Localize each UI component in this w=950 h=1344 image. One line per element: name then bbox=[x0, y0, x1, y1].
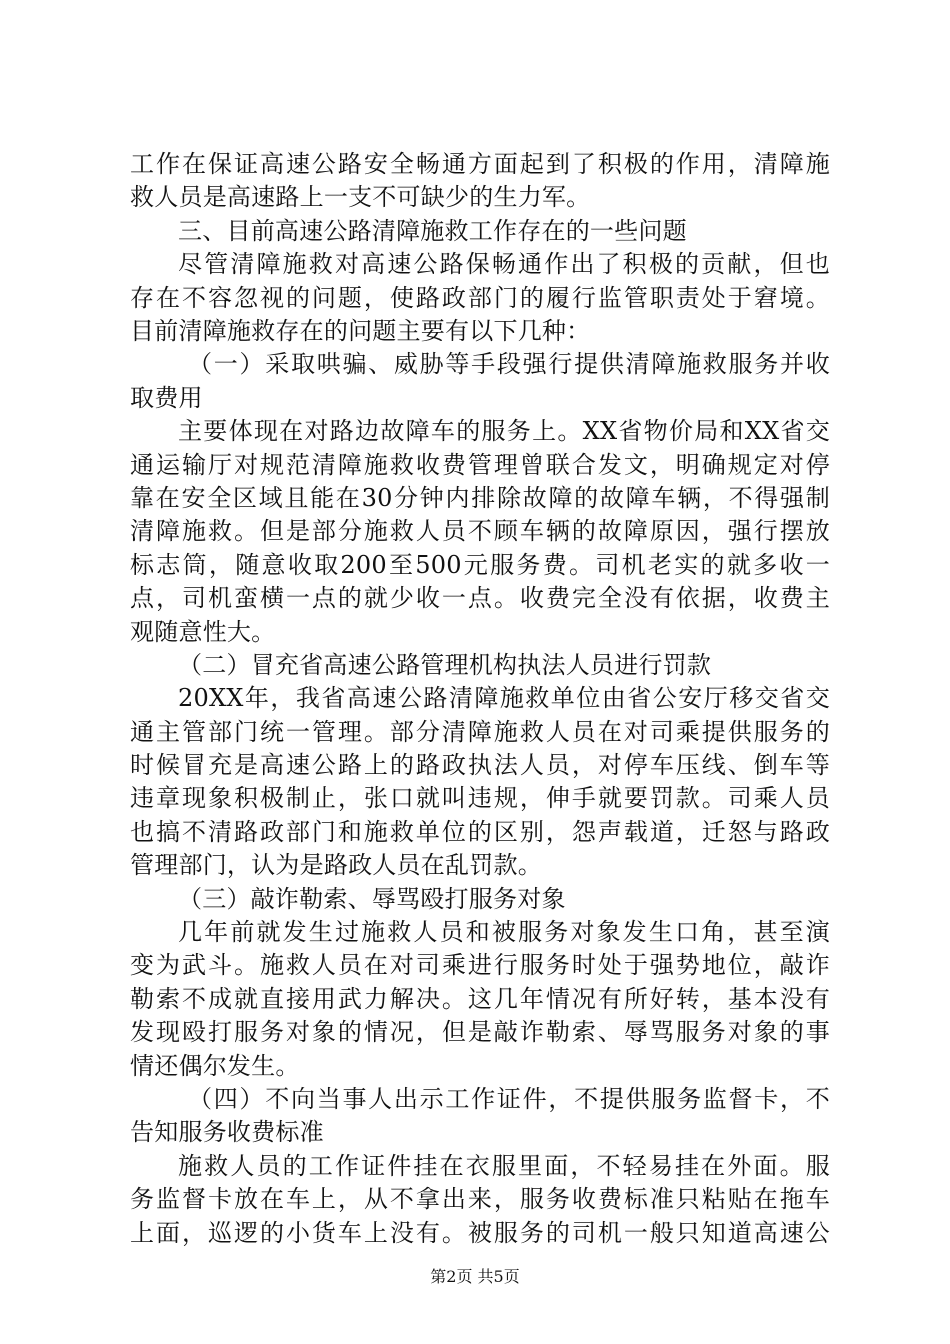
body-line: （三）敲诈勒索、辱骂殴打服务对象 bbox=[178, 884, 566, 913]
body-line: 主要体现在对路边故障车的服务上。XX省物价局和XX省交 bbox=[178, 417, 830, 446]
body-line: （一）采取哄骗、威胁等手段强行提供清障施救服务并收 bbox=[188, 350, 830, 379]
page-number-footer: 第2页 共5页 bbox=[430, 1267, 520, 1286]
body-line: 管理部门，认为是路政人员在乱罚款。 bbox=[130, 851, 542, 880]
body-line: 上面，巡逻的小货车上没有。被服务的司机一般只知道高速公 bbox=[130, 1218, 830, 1247]
body-line: 点，司机蛮横一点的就少收一点。收费完全没有依据，收费主 bbox=[130, 584, 830, 613]
body-line: 发现殴打服务对象的情况，但是敲诈勒索、辱骂服务对象的事 bbox=[130, 1018, 830, 1047]
body-line: 取费用 bbox=[130, 383, 203, 412]
body-line: 变为武斗。施救人员在对司乘进行服务时处于强势地位，敲诈 bbox=[130, 951, 830, 980]
body-line: 20XX年，我省高速公路清障施救单位由省公安厅移交省交 bbox=[178, 684, 830, 713]
body-line: 尽管清障施救对高速公路保畅通作出了积极的贡献，但也 bbox=[178, 250, 830, 279]
body-line: 三、目前高速公路清障施救工作存在的一些问题 bbox=[178, 216, 687, 245]
body-line: 务监督卡放在车上，从不拿出来，服务收费标准只粘贴在拖车 bbox=[130, 1185, 830, 1214]
body-line: （四）不向当事人出示工作证件，不提供服务监督卡，不 bbox=[188, 1085, 830, 1114]
body-line: 告知服务收费标准 bbox=[130, 1118, 324, 1147]
body-line: 几年前就发生过施救人员和被服务对象发生口角，甚至演 bbox=[178, 918, 830, 947]
body-line: 清障施救。但是部分施救人员不顾车辆的故障原因，强行摆放 bbox=[130, 517, 830, 546]
body-line: （二）冒充省高速公路管理机构执法人员进行罚款 bbox=[178, 650, 712, 679]
body-line: 标志筒，随意收取200至500元服务费。司机老实的就多收一 bbox=[130, 550, 830, 579]
body-line: 情还偶尔发生。 bbox=[130, 1051, 300, 1080]
body-line: 时候冒充是高速公路上的路政执法人员，对停车压线、倒车等 bbox=[130, 751, 830, 780]
body-line: 存在不容忽视的问题，使路政部门的履行监管职责处于窘境。 bbox=[130, 283, 830, 312]
body-line: 勒索不成就直接用武力解决。这几年情况有所好转，基本没有 bbox=[130, 984, 830, 1013]
body-line: 工作在保证高速公路安全畅通方面起到了积极的作用，清障施 bbox=[130, 150, 830, 178]
body-line: 救人员是高速路上一支不可缺少的生力军。 bbox=[130, 183, 591, 212]
body-line: 通主管部门统一管理。部分清障施救人员在对司乘提供服务的 bbox=[130, 717, 830, 746]
body-line: 施救人员的工作证件挂在衣服里面，不轻易挂在外面。服 bbox=[178, 1151, 830, 1180]
body-line: 靠在安全区域且能在30分钟内排除故障的故障车辆，不得强制 bbox=[130, 483, 830, 512]
body-line: 目前清障施救存在的问题主要有以下几种： bbox=[130, 316, 591, 345]
body-line: 也搞不清路政部门和施救单位的区别，怨声载道，迁怒与路政 bbox=[130, 817, 830, 846]
body-line: 违章现象积极制止，张口就叫违规，伸手就要罚款。司乘人员 bbox=[130, 784, 830, 813]
body-line: 通运输厅对规范清障施救收费管理曾联合发文，明确规定对停 bbox=[130, 450, 830, 479]
body-line: 观随意性大。 bbox=[130, 617, 276, 646]
